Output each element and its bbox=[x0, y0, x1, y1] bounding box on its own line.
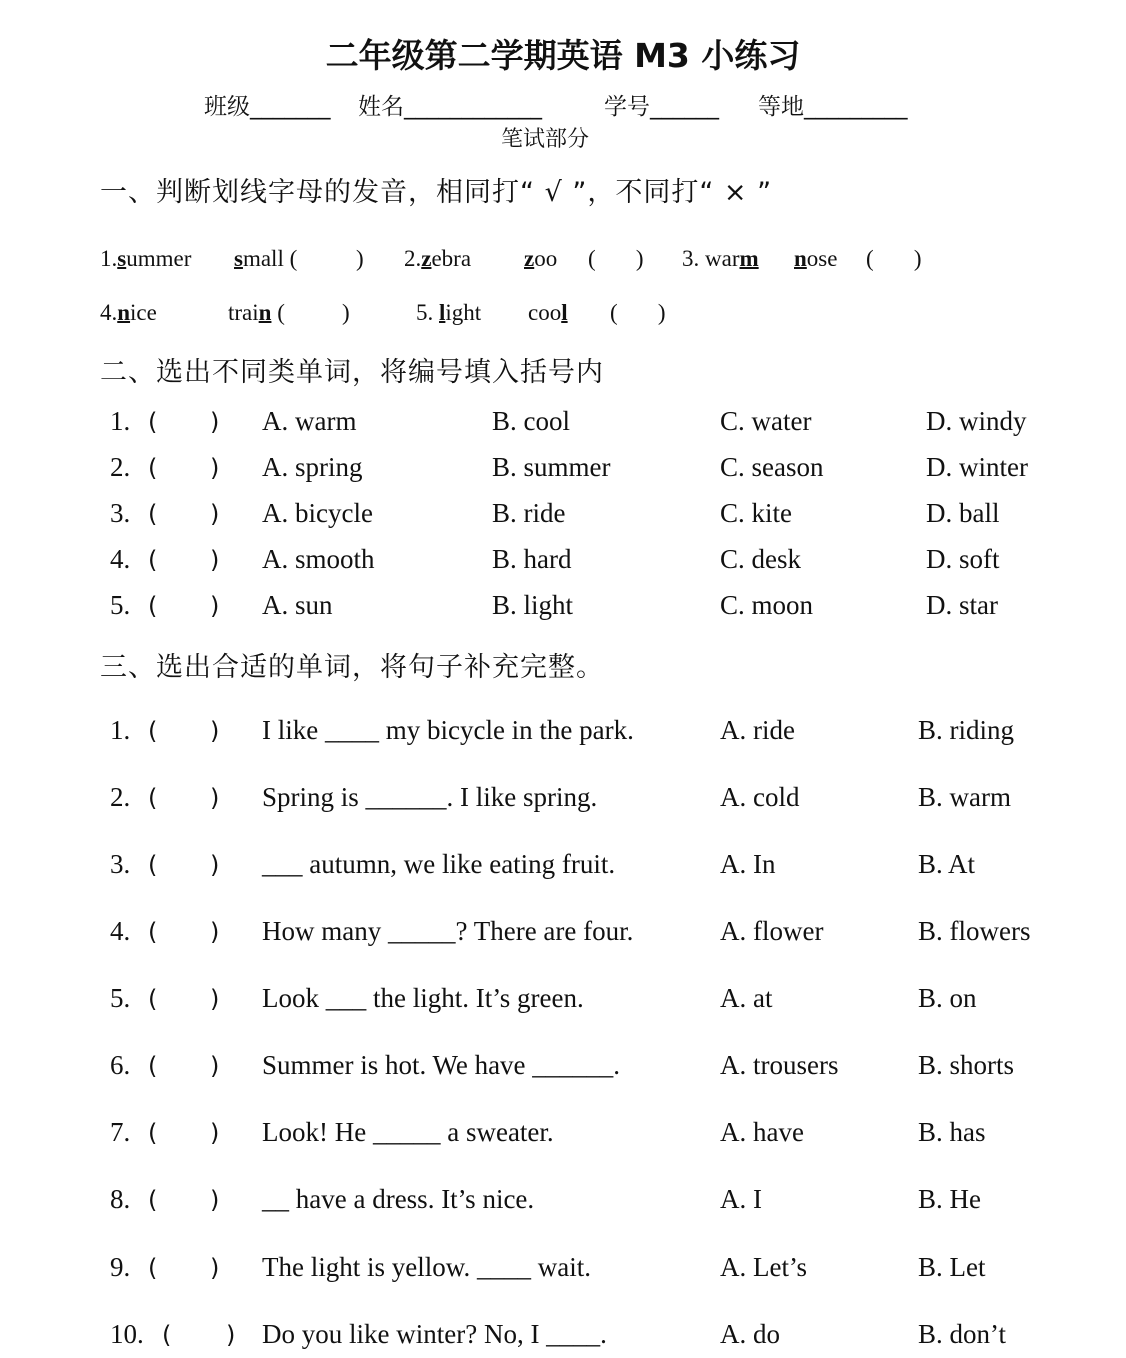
answer-paren-right[interactable]: ) bbox=[210, 918, 220, 946]
question-word: train ( bbox=[228, 300, 285, 325]
answer-paren-right[interactable]: ) bbox=[210, 851, 220, 879]
question-number: 7. bbox=[110, 1117, 131, 1147]
question-number: 2. bbox=[110, 782, 131, 812]
answer-paren-left[interactable]: ( bbox=[148, 408, 158, 436]
option-b: B. cool bbox=[492, 406, 570, 436]
answer-paren[interactable]: ) bbox=[342, 300, 350, 325]
question-number: 9. bbox=[110, 1252, 131, 1282]
answer-paren-left[interactable]: ( bbox=[148, 1186, 158, 1214]
answer-paren-left[interactable]: ( bbox=[162, 1321, 172, 1349]
option-c: C. moon bbox=[720, 590, 814, 620]
question-number: 8. bbox=[110, 1184, 131, 1214]
answer-paren-right[interactable]: ) bbox=[210, 592, 220, 620]
option-c: C. desk bbox=[720, 544, 801, 574]
answer-paren-left[interactable]: ( bbox=[148, 918, 158, 946]
answer-paren-right[interactable]: ) bbox=[210, 717, 220, 745]
sentence: ___ autumn, we like eating fruit. bbox=[262, 849, 616, 879]
answer-paren-right[interactable]: ) bbox=[210, 784, 220, 812]
page-title: 二年级第二学期英语 M3 小练习 bbox=[325, 36, 801, 75]
grade-field: 等地_________ bbox=[758, 94, 908, 120]
answer-paren-left[interactable]: ( bbox=[148, 784, 158, 812]
question-number: 1. bbox=[110, 715, 131, 745]
section2-heading: 二、选出不同类单词，将编号填入括号内 bbox=[100, 357, 604, 388]
question-number: 4. bbox=[110, 916, 131, 946]
class-field: 班级_______ bbox=[204, 94, 331, 120]
question-number: 3. bbox=[110, 498, 131, 528]
question-word: cool bbox=[528, 300, 568, 325]
question-number: 2. bbox=[110, 452, 131, 482]
answer-paren-left[interactable]: ( bbox=[148, 717, 158, 745]
option-b: B. riding bbox=[918, 715, 1015, 745]
question-number: 4. bbox=[110, 544, 131, 574]
section1-heading: 一、判断划线字母的发音，相同打“ √ ”，不同打“ × ” bbox=[100, 177, 773, 208]
question-number: 6. bbox=[110, 1050, 131, 1080]
answer-paren-left[interactable]: ( bbox=[148, 546, 158, 574]
answer-paren-left[interactable]: ( bbox=[148, 1254, 158, 1282]
option-a: A. have bbox=[720, 1117, 804, 1147]
answer-paren-right[interactable]: ) bbox=[210, 1254, 220, 1282]
sentence: I like ____ my bicycle in the park. bbox=[262, 715, 634, 745]
option-a: A. do bbox=[720, 1319, 780, 1349]
answer-paren[interactable]: ( ) bbox=[588, 246, 644, 271]
option-b: B. Let bbox=[918, 1252, 986, 1282]
question-number: 5. bbox=[110, 983, 131, 1013]
question-item: 5. light bbox=[416, 300, 482, 325]
answer-paren-right[interactable]: ) bbox=[210, 500, 220, 528]
question-word: small ( bbox=[234, 246, 298, 271]
option-a: A. Let’s bbox=[720, 1252, 807, 1282]
sentence: __ have a dress. It’s nice. bbox=[262, 1184, 535, 1214]
answer-paren-right[interactable]: ) bbox=[226, 1321, 236, 1349]
sentence: Look ___ the light. It’s green. bbox=[262, 983, 584, 1013]
question-number: 3. bbox=[110, 849, 131, 879]
option-d: D. ball bbox=[926, 498, 1000, 528]
option-a: A. bicycle bbox=[262, 498, 373, 528]
answer-paren-left[interactable]: ( bbox=[148, 500, 158, 528]
option-a: A. flower bbox=[720, 916, 824, 946]
option-b: B. has bbox=[918, 1117, 986, 1147]
option-c: C. water bbox=[720, 406, 812, 436]
option-a: A. I bbox=[720, 1184, 762, 1214]
answer-paren-right[interactable]: ) bbox=[210, 1119, 220, 1147]
sentence: Do you like winter? No, I ____. bbox=[262, 1319, 607, 1349]
question-number: 5. bbox=[110, 590, 131, 620]
option-b: B. warm bbox=[918, 782, 1011, 812]
option-a: A. warm bbox=[262, 406, 357, 436]
option-d: D. soft bbox=[926, 544, 1000, 574]
sentence: Spring is ______. I like spring. bbox=[262, 782, 598, 812]
answer-paren[interactable]: ) bbox=[356, 246, 364, 271]
answer-paren-left[interactable]: ( bbox=[148, 985, 158, 1013]
question-word: nose bbox=[794, 246, 838, 271]
option-b: B. summer bbox=[492, 452, 611, 482]
option-b: B. light bbox=[492, 590, 574, 620]
option-b: B. don’t bbox=[918, 1319, 1007, 1349]
option-b: B. flowers bbox=[918, 916, 1031, 946]
option-a: A. sun bbox=[262, 590, 333, 620]
student-number-field: 学号______ bbox=[604, 94, 719, 120]
option-b: B. ride bbox=[492, 498, 566, 528]
sentence: Look! He _____ a sweater. bbox=[262, 1117, 554, 1147]
answer-paren[interactable]: ( ) bbox=[866, 246, 922, 271]
option-c: C. season bbox=[720, 452, 824, 482]
option-d: D. winter bbox=[926, 452, 1028, 482]
section3-heading: 三、选出合适的单词，将句子补充完整。 bbox=[100, 652, 604, 683]
option-a: A. smooth bbox=[262, 544, 375, 574]
option-b: B. on bbox=[918, 983, 977, 1013]
answer-paren-right[interactable]: ) bbox=[210, 1186, 220, 1214]
option-d: D. windy bbox=[926, 406, 1027, 436]
answer-paren-left[interactable]: ( bbox=[148, 1052, 158, 1080]
option-c: C. kite bbox=[720, 498, 792, 528]
question-number: 1. bbox=[110, 406, 131, 436]
question-item: 2.zebra bbox=[404, 246, 472, 271]
question-item: 1.summer bbox=[100, 246, 192, 271]
answer-paren-right[interactable]: ) bbox=[210, 454, 220, 482]
answer-paren-right[interactable]: ) bbox=[210, 985, 220, 1013]
option-b: B. At bbox=[918, 849, 976, 879]
answer-paren-right[interactable]: ) bbox=[210, 1052, 220, 1080]
option-a: A. ride bbox=[720, 715, 795, 745]
answer-paren-left[interactable]: ( bbox=[148, 592, 158, 620]
answer-paren-left[interactable]: ( bbox=[148, 851, 158, 879]
answer-paren-left[interactable]: ( bbox=[148, 454, 158, 482]
option-a: A. In bbox=[720, 849, 776, 879]
answer-paren-right[interactable]: ) bbox=[210, 408, 220, 436]
section-subtitle: 笔试部分 bbox=[500, 127, 589, 152]
question-item: 4.nice bbox=[100, 300, 157, 325]
option-a: A. spring bbox=[262, 452, 363, 482]
question-word: zoo bbox=[524, 246, 558, 271]
option-b: B. hard bbox=[492, 544, 572, 574]
option-d: D. star bbox=[926, 590, 998, 620]
sentence: Summer is hot. We have ______. bbox=[262, 1050, 621, 1080]
answer-paren-right[interactable]: ) bbox=[210, 546, 220, 574]
question-number: 10. bbox=[110, 1319, 144, 1349]
answer-paren-left[interactable]: ( bbox=[148, 1119, 158, 1147]
sentence: The light is yellow. ____ wait. bbox=[262, 1252, 591, 1282]
question-item: 3. warm bbox=[682, 246, 759, 271]
option-a: A. trousers bbox=[720, 1050, 839, 1080]
option-b: B. shorts bbox=[918, 1050, 1015, 1080]
option-b: B. He bbox=[918, 1184, 981, 1214]
option-a: A. cold bbox=[720, 782, 800, 812]
sentence: How many _____? There are four. bbox=[262, 916, 634, 946]
answer-paren[interactable]: ( ) bbox=[610, 300, 666, 325]
name-field: 姓名____________ bbox=[358, 94, 542, 120]
option-a: A. at bbox=[720, 983, 773, 1013]
